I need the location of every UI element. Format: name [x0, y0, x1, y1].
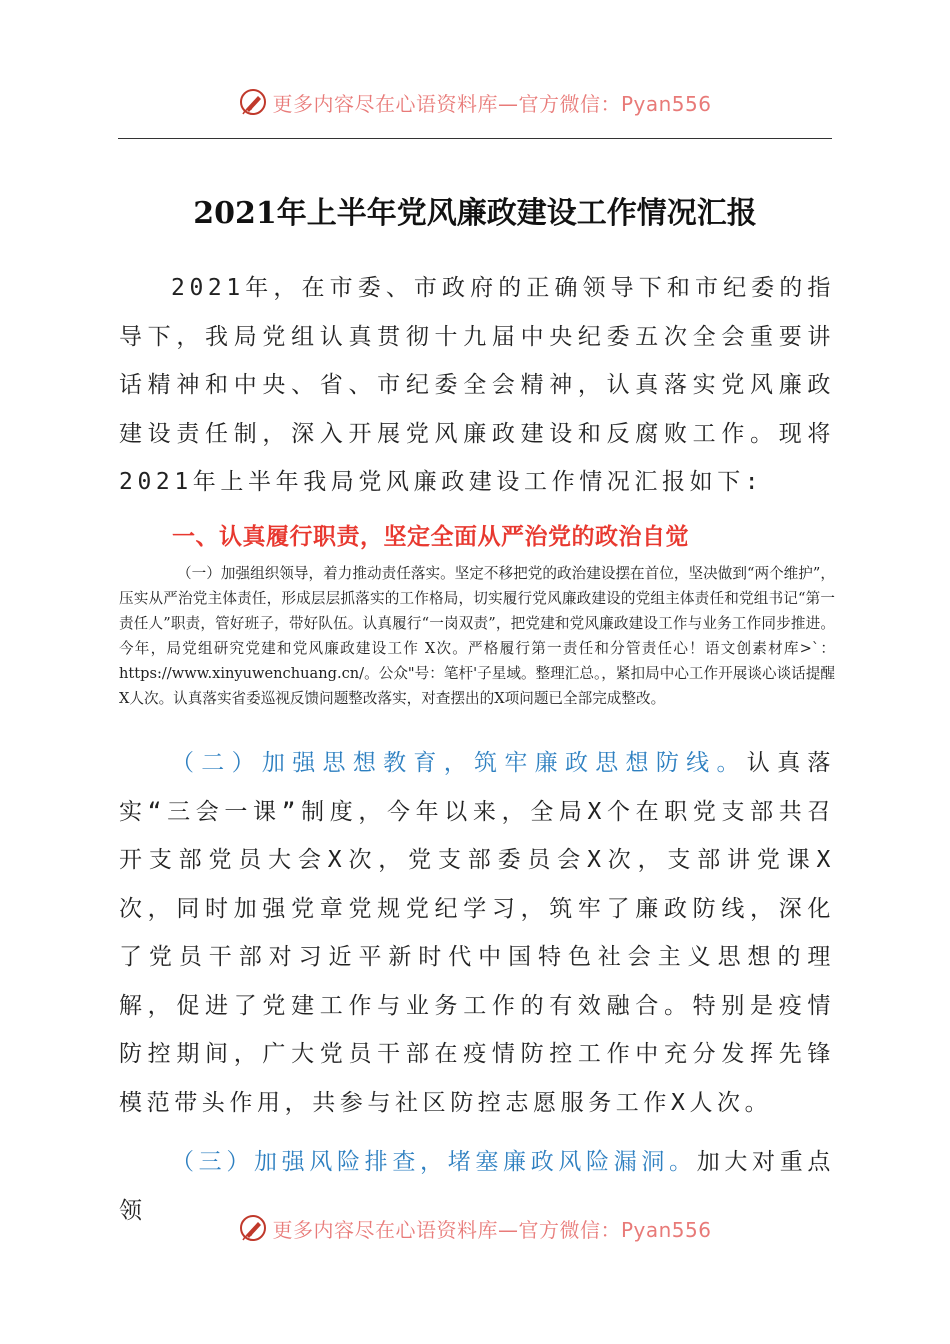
subsection-3-body: 加大对重点领	[119, 1149, 835, 1224]
subsection-2-heading: （二）加强思想教育，筑牢廉政思想防线。	[171, 750, 747, 776]
section-1-paragraph-1: （一）加强组织领导，着力推动责任落实。坚定不移把党的政治建设摆在首位，坚决做到“两个维护”，压实从严治党主体责任，形成层层抓落实的工作格局，切实履行党风廉政建设的党组主体责任和党组书记“第一责任人”职责，管好班子，带好队伍。认真履行“一岗双责”，把党建和党风廉政建设工作与业务工作同步推进。今年，局党组研究党建和党风廉政建设工作 X次。严格履行第一责任和分管责任心！语文创素材库>`：https://www.xinyuwenchuang.cn/。公众"号：笔杆'子星域。整理汇总。，紧扣局中心工作开展谈心谈话提醒X人次。认真落实省委巡视反馈问题整改落实，对查摆出的X项问题已全部完成整改。	[119, 565, 835, 707]
document-title: 2021年上半年党风廉政建设工作情况汇报	[193, 196, 757, 231]
section-1-paragraph-2	[119, 739, 835, 1127]
header-watermark	[0, 82, 950, 122]
section-1-heading: 一、认真履行职责，坚定全面从严治党的政治自觉	[172, 524, 689, 550]
subsection-3-heading: （三）加强风险排查，堵塞廉政风险漏洞。	[171, 1149, 697, 1175]
header-divider	[118, 138, 832, 139]
pen-circle-logo-icon	[238, 87, 268, 117]
pen-circle-logo-icon	[238, 1213, 268, 1243]
subsection-2-body: 认真落实“三会一课”制度，今年以来，全局X个在职党支部共召开支部党员大会X次，党支部委员会X次，支部讲党课X次，同时加强党章党规党纪学习，筑牢了廉政防线，深化了党员干部对习近平新时代中国特色社会主义思想的理解，促进了党建工作与业务工作的有效融合。特别是疫情防控期间，广大党员干部在疫情防控工作中充分发挥先锋模范带头作用，共参与社区防控志愿服务工作X人次。	[119, 750, 835, 1116]
intro-paragraph: 2021年，在市委、市政府的正确领导下和市纪委的指导下，我局党组认真贯彻十九届中央纪委五次全会重要讲话精神和中央、省、市纪委全会精神，认真落实党风廉政建设责任制，深入开展党风廉政建设和反腐败工作。现将2021年上半年我局党风廉政建设工作情况汇报如下:	[119, 275, 835, 495]
watermark-text: 更多内容尽在心语资料库—官方微信：Pyan556	[272, 1217, 712, 1242]
watermark-text: 更多内容尽在心语资料库—官方微信：Pyan556	[272, 91, 712, 116]
footer-watermark	[0, 1208, 950, 1248]
